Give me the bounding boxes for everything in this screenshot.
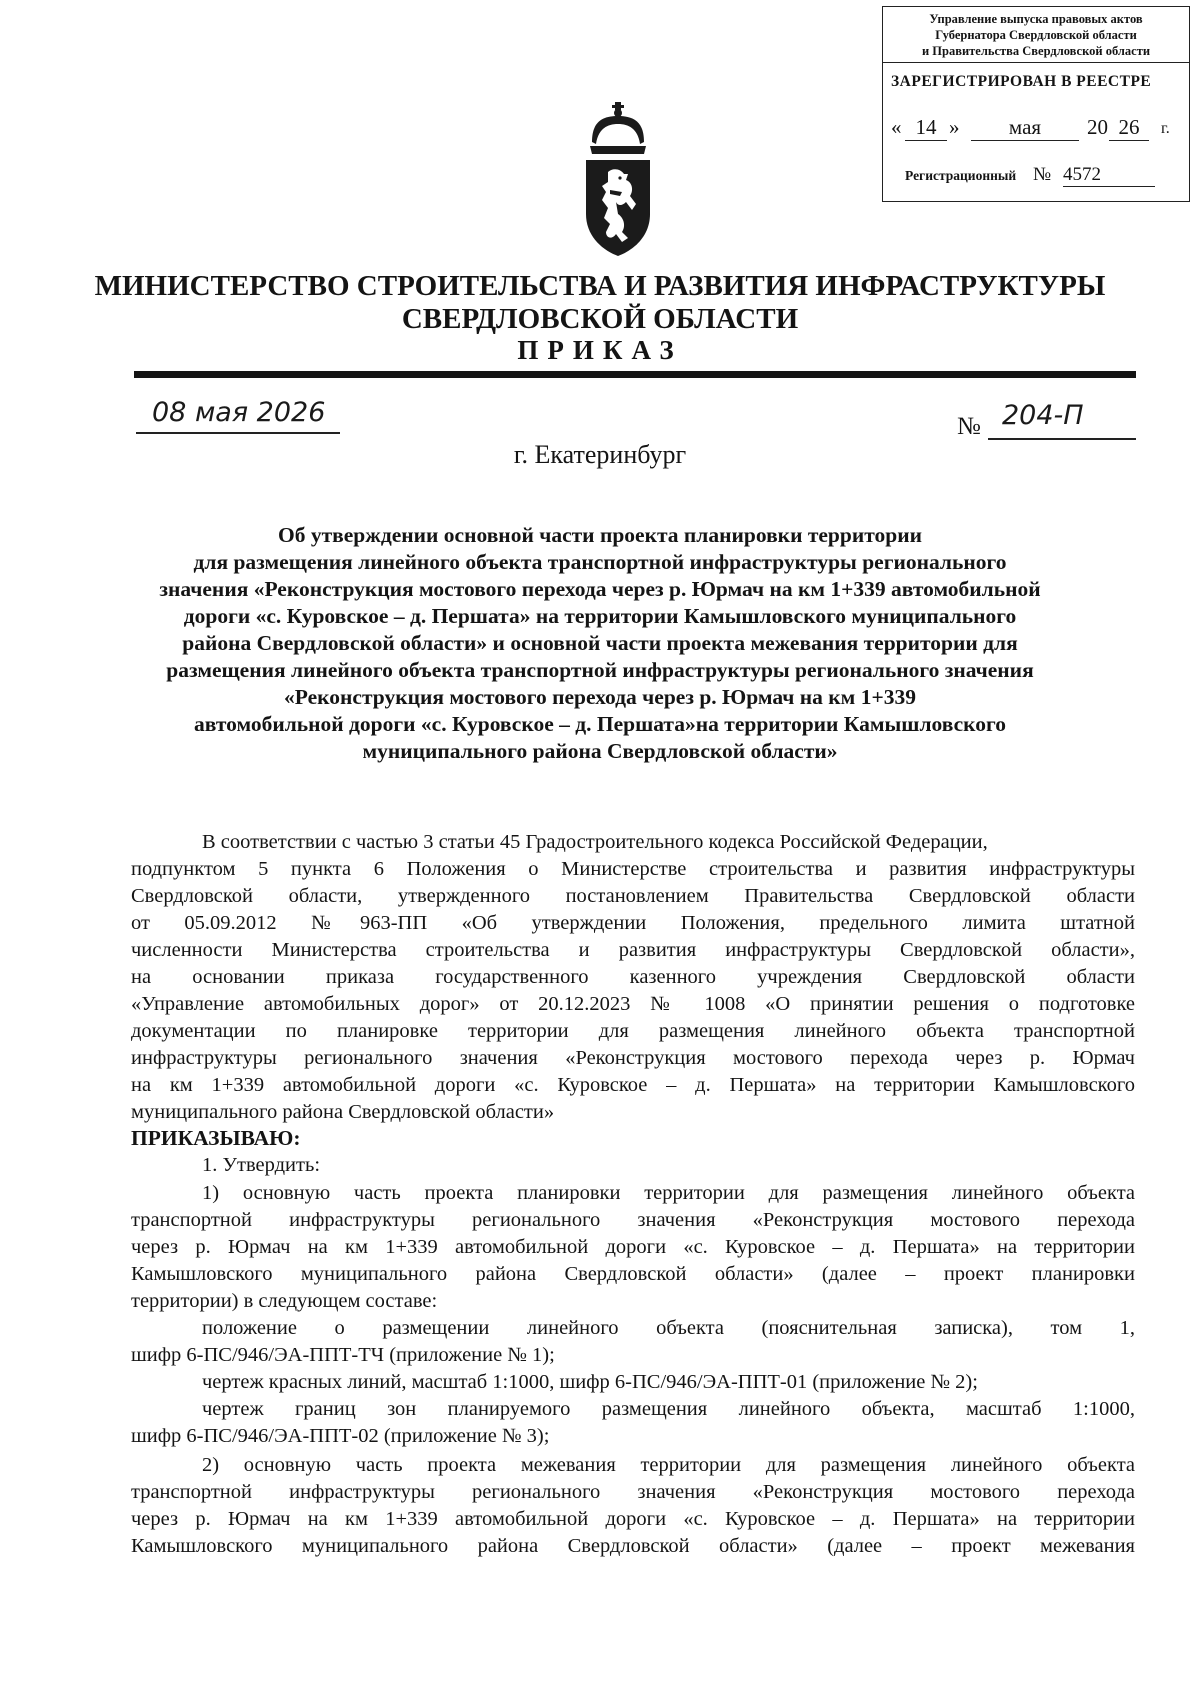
body-line: Свердловской области, утвержденного постановлением Правительства Свердловской области (131, 885, 1135, 907)
body-line: транспортной инфраструктуры регионального значения «Реконструкция мостового перехода (131, 1481, 1135, 1503)
coat-of-arms-emblem (582, 102, 654, 258)
body-line: транспортной инфраструктуры регионального значения «Реконструкция мостового перехода (131, 1209, 1135, 1231)
body-line: на основании приказа государственного казенного учреждения Свердловской области (131, 966, 1135, 988)
stamp-date (891, 115, 1187, 143)
body-line: Камышловского муниципального района Свердловской области» (далее – проект планировки (131, 1263, 1135, 1285)
body-line: 1) основную часть проекта планировки территории для размещения линейного объекта (202, 1182, 1135, 1204)
body-line: Камышловского муниципального района Свердловской области» (далее – проект межевания (131, 1535, 1135, 1557)
body-line: положение о размещении линейного объекта (пояснительная записка), том 1, (202, 1317, 1135, 1339)
body-line: шифр 6-ПС/946/ЭА-ППТ-ТЧ (приложение № 1); (131, 1344, 555, 1366)
subject-line: автомобильной дороги «с. Куровское – д. Першата»на территории Камышловского (194, 712, 1006, 736)
body-line: на км 1+339 автомобильной дороги «с. Куровское – д. Першата» на территории Камышловского (131, 1074, 1135, 1096)
order-directive: ПРИКАЗЫВАЮ: (131, 1126, 301, 1150)
stamp-date-day: 14 (905, 115, 947, 141)
stamp-reg-number (905, 164, 1165, 192)
body-line: чертеж границ зон планируемого размещения линейного объекта, масштаб 1:1000, (202, 1398, 1135, 1420)
registration-stamp (882, 6, 1190, 202)
stamp-reg-label: Регистрационный (905, 168, 1017, 183)
stamp-reg-number-value: 4572 (1063, 164, 1155, 187)
body-line: муниципального района Свердловской области» (131, 1101, 555, 1123)
body-line: через р. Юрмач на км 1+339 автомобильной дороги «с. Куровское – д. Першата» на территории (131, 1508, 1135, 1530)
city-line: г. Екатеринбург (513, 440, 687, 469)
stamp-header-line: Управление выпуска правовых актов (929, 12, 1143, 26)
stamp-header-line: Губернатора Свердловской области (935, 28, 1137, 42)
ministry-title-line2: СВЕРДЛОВСКОЙ ОБЛАСТИ (401, 303, 799, 335)
body-line: инфраструктуры регионального значения «Реконструкция мостового перехода через р. Юрмач (131, 1047, 1135, 1069)
header-rule (134, 371, 1136, 378)
order-number-sign: № (957, 413, 981, 440)
body-line: чертеж красных линий, масштаб 1:1000, шифр 6-ПС/946/ЭА-ППТ-01 (приложение № 2); (202, 1371, 978, 1393)
subject-line: дороги «с. Куровское – д. Першата» на территории Камышловского муниципального (183, 604, 1017, 628)
subject-line: муниципального района Свердловской области» (362, 739, 838, 763)
body-line: В соответствии с частью 3 статьи 45 Градостроительного кодекса Российской Федерации, (202, 831, 988, 853)
document-type: ПРИКАЗ (517, 335, 683, 365)
stamp-date-open-quote: « (891, 115, 902, 139)
body-line: 1. Утвердить: (202, 1154, 321, 1176)
stamp-date-close-quote: » (949, 115, 960, 139)
subject-line: района Свердловской области» и основной части проекта межевания территории для (182, 631, 1018, 655)
stamp-registered-label: ЗАРЕГИСТРИРОВАН В РЕЕСТРЕ (891, 73, 1152, 90)
stamp-header (883, 7, 1189, 63)
body-line: 2) основную часть проекта межевания территории для размещения линейного объекта (202, 1454, 1135, 1476)
order-date-handwritten: 08 мая 2026 (152, 397, 326, 428)
stamp-date-year-suffix: 26 (1109, 115, 1149, 141)
order-number-handwritten: 204-П (1002, 400, 1084, 431)
stamp-reg-num-sign: № (1033, 164, 1052, 185)
body-line: документации по планировке территории для размещения линейного объекта транспортной (131, 1020, 1135, 1042)
stamp-date-year-prefix: 20 (1087, 115, 1108, 139)
body-line: подпунктом 5 пункта 6 Положения о Министерстве строительства и развития инфраструктуры (131, 858, 1135, 880)
subject-line: «Реконструкция мостового перехода через р. Юрмач на км 1+339 (284, 685, 916, 709)
body-line: через р. Юрмач на км 1+339 автомобильной дороги «с. Куровское – д. Першата» на территории (131, 1236, 1135, 1258)
stamp-header-line: и Правительства Свердловской области (921, 44, 1151, 58)
body-line: численности Министерства строительства и развития инфраструктуры Свердловской области», (131, 939, 1135, 961)
subject-line: Об утверждении основной части проекта планировки территории (277, 523, 922, 547)
body-line: от 05.09.2012 №963-ПП «Об утверждении Положения, предельного лимита штатной (131, 912, 1135, 934)
ministry-title-line1: МИНИСТЕРСТВО СТРОИТЕЛЬСТВА И РАЗВИТИЯ ИНФРАСТРУКТУРЫ (94, 270, 1106, 302)
order-date-line (136, 432, 340, 434)
stamp-date-g: г. (1161, 120, 1170, 137)
subject-line: размещения линейного объекта транспортной инфраструктуры регионального значения (166, 658, 1034, 682)
subject-line: значения «Реконструкция мостового перехода через р. Юрмач на км 1+339 автомобильной (159, 577, 1041, 601)
stamp-date-month: мая (971, 115, 1079, 141)
body-line: территории) в следующем составе: (131, 1290, 438, 1312)
body-line: «Управление автомобильных дорог» от 20.12.2023 № 1008 «О принятии решения о подготовке (131, 993, 1135, 1015)
body-line: шифр 6-ПС/946/ЭА-ППТ-02 (приложение № 3); (131, 1425, 550, 1447)
subject-line: для размещения линейного объекта транспортной инфраструктуры регионального (193, 550, 1007, 574)
